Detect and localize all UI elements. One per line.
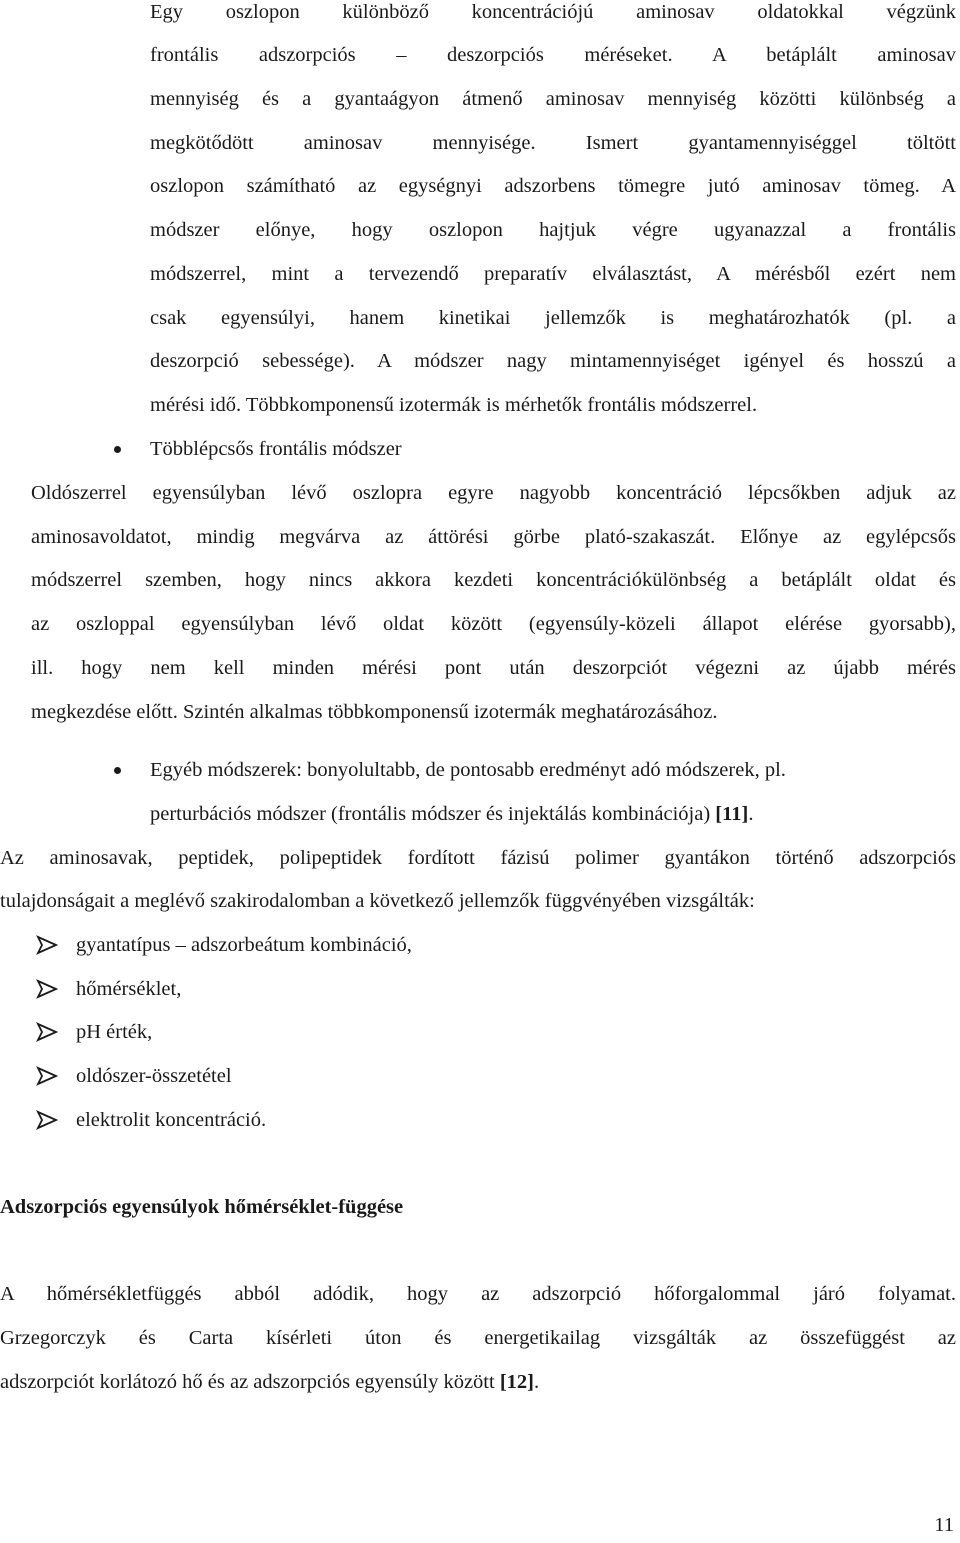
text-line: megkötődött aminosav mennyisége. Ismert gyantamennyiséggel töltött xyxy=(150,132,956,154)
text-line: Egy oszlopon különböző koncentrációjú aminosav oldatokkal végzünk xyxy=(150,1,956,23)
text-line: módszerrel szemben, hogy nincs akkora kezdeti koncentrációkülönbség a betáplált oldat és xyxy=(31,569,956,591)
list-item-label: hőmérséklet, xyxy=(76,978,182,1000)
citation-ref: [11] xyxy=(715,803,749,825)
arrow-bullet-icon xyxy=(36,979,58,999)
text-line: módszer előnye, hogy oszlopon hajtjuk végre ugyanazzal a frontális xyxy=(150,219,956,241)
text-line: Az aminosavak, peptidek, polipeptidek fordított fázisú polimer gyantákon történő adszorpciós xyxy=(0,847,956,869)
period: . xyxy=(533,1371,540,1393)
paragraph-text: adszorpciót korlátozó hő és az adszorpciós egyensúly között xyxy=(0,1371,495,1393)
text-line: oszlopon számítható az egységnyi adszorbens tömegre jutó aminosav tömeg. A xyxy=(150,175,956,197)
list-item-label: elektrolit koncentráció. xyxy=(76,1109,267,1131)
bullet-label: Többlépcsős frontális módszer xyxy=(150,438,402,460)
arrow-bullet-icon xyxy=(36,935,58,955)
arrow-bullet-icon xyxy=(36,1066,58,1086)
bullet-text-line: Egyéb módszerek: bonyolultabb, de pontosabb eredményt adó módszerek, pl. xyxy=(150,759,786,781)
arrow-bullet-icon xyxy=(36,1110,58,1130)
arrow-bullet-icon xyxy=(36,1022,58,1042)
bullet-dot-icon xyxy=(114,446,121,453)
bullet-text-line xyxy=(150,802,753,826)
text-line: módszerrel, mint a tervezendő preparatív elválasztást, A mérésből ezért nem xyxy=(150,263,956,285)
list-item-label: oldószer-összetétel xyxy=(76,1065,232,1087)
text-line xyxy=(0,1370,539,1394)
bullet-dot-icon xyxy=(114,767,121,774)
list-item-label: gyantatípus – adszorbeátum kombináció, xyxy=(76,934,412,956)
text-line: Grzegorczyk és Carta kísérleti úton és energetikailag vizsgálták az összefüggést az xyxy=(0,1327,956,1349)
text-line: mérési idő. Többkomponensű izotermák is mérhetők frontális módszerrel. xyxy=(150,394,758,416)
page-number: 11 xyxy=(934,1514,954,1536)
list-item-label: pH érték, xyxy=(76,1021,153,1043)
text-line: megkezdése előtt. Szintén alkalmas többkomponensű izotermák meghatározásához. xyxy=(31,701,718,723)
bullet-text: perturbációs módszer (frontális módszer és injektálás kombinációja) xyxy=(150,803,711,825)
period: . xyxy=(748,803,754,825)
text-line: mennyiség és a gyantaágyon átmenő aminosav mennyiség közötti különbség a xyxy=(150,88,956,110)
text-line: tulajdonságait a meglévő szakirodalomban a következő jellemzők függvényében vizsgálták: xyxy=(0,890,755,912)
text-line: ill. hogy nem kell minden mérési pont után deszorpciót végezni az újabb mérés xyxy=(31,657,956,679)
citation-ref: [12] xyxy=(499,1371,534,1393)
text-line: Oldószerrel egyensúlyban lévő oszlopra egyre nagyobb koncentráció lépcsőkben adjuk az xyxy=(31,482,956,504)
text-line: aminosavoldatot, mindig megvárva az áttörési görbe plató-szakaszát. Előnye az egylépcsős xyxy=(31,526,956,548)
text-line: csak egyensúlyi, hanem kinetikai jellemzők is meghatározhatók (pl. a xyxy=(150,307,956,329)
text-line: frontális adszorpciós – deszorpciós méréseket. A betáplált aminosav xyxy=(150,44,956,66)
text-line: az oszloppal egyensúlyban lévő oldat között (egyensúly-közeli állapot elérése gyorsabb), xyxy=(31,613,956,635)
section-heading: Adszorpciós egyensúlyok hőmérséklet-függése xyxy=(0,1196,404,1218)
text-line: A hőmérsékletfüggés abból adódik, hogy az adszorpció hőforgalommal járó folyamat. xyxy=(0,1283,956,1305)
text-line: deszorpció sebessége). A módszer nagy mintamennyiséget igényel és hosszú a xyxy=(150,350,956,372)
